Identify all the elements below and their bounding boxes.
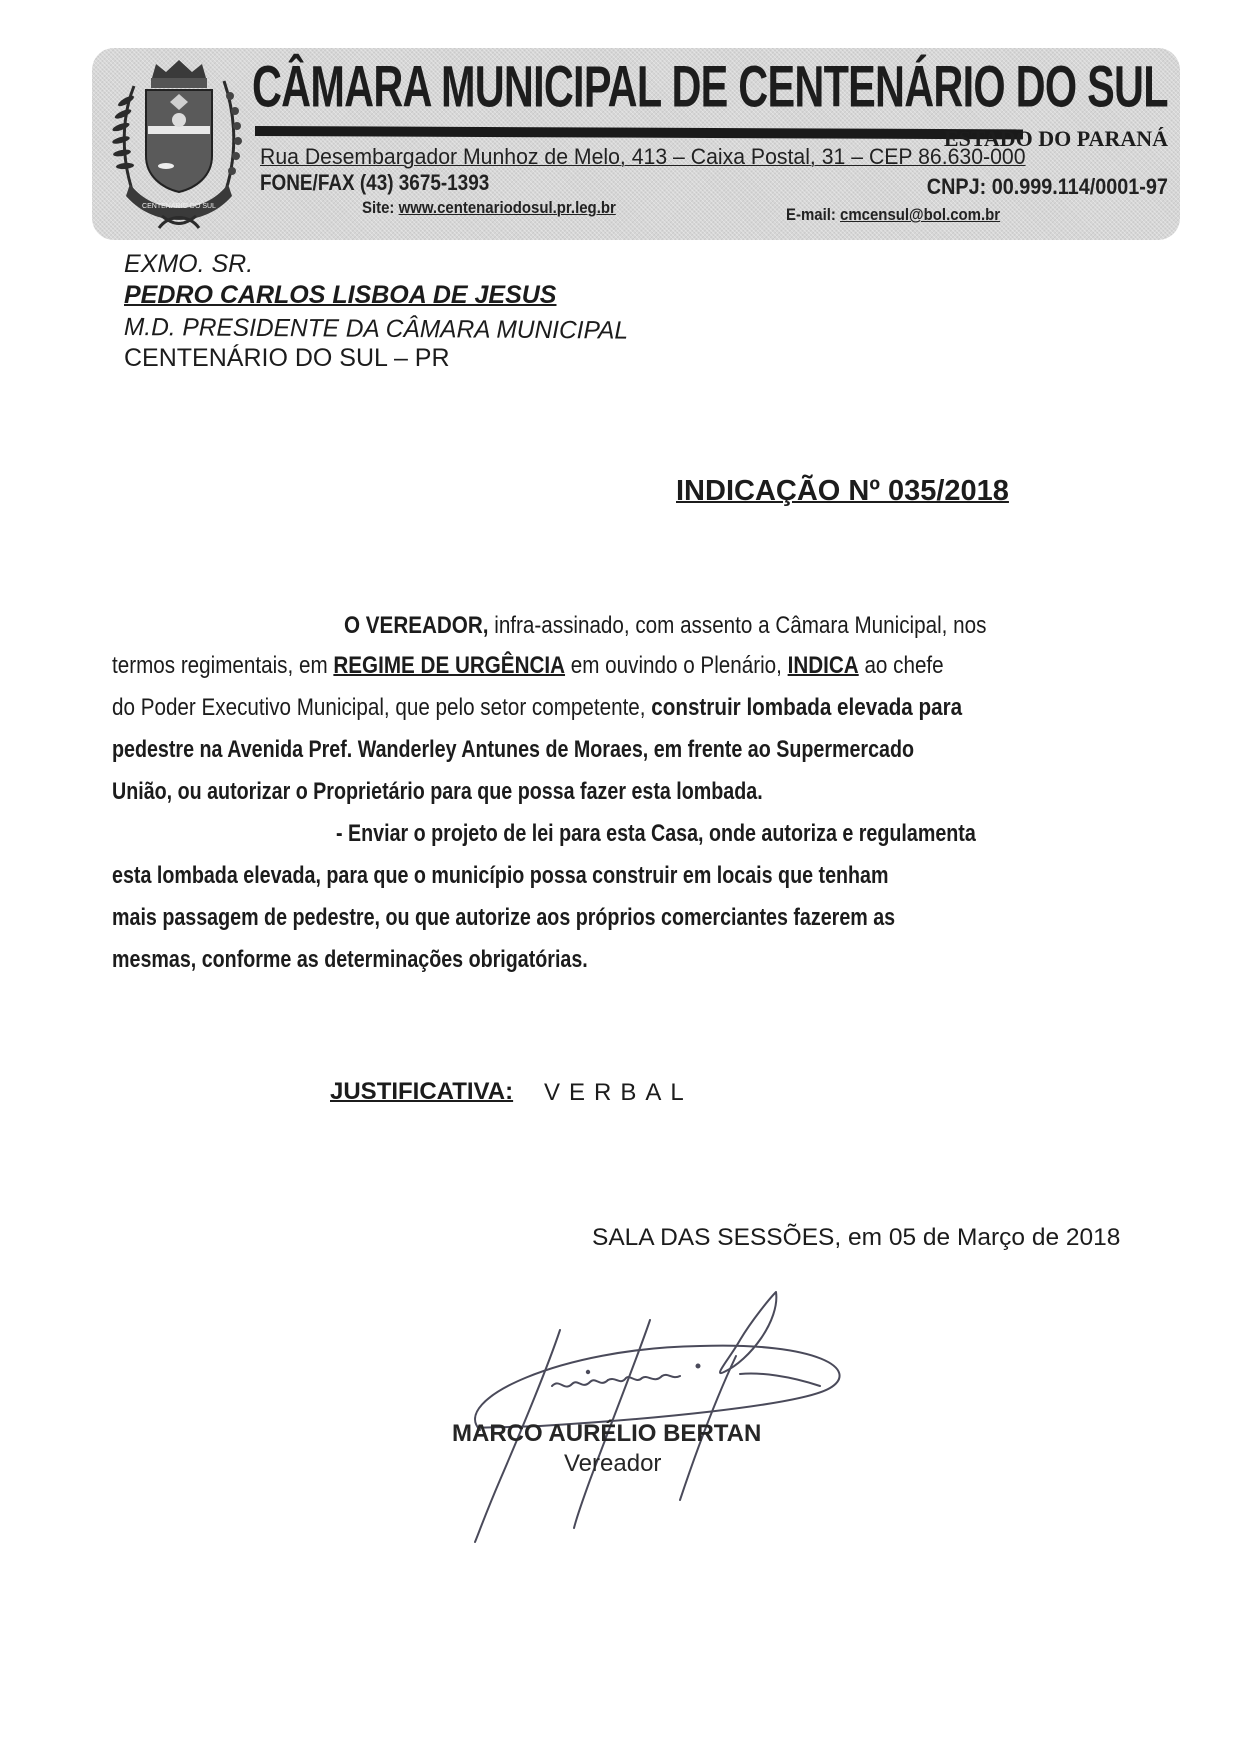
body-text: ao chefe [858, 652, 944, 679]
cnpj: CNPJ: 00.999.114/0001-97 [926, 174, 1168, 199]
body-line [112, 652, 1017, 680]
addressee-role: M.D. PRESIDENTE DA CÂMARA MUNICIPAL [123, 313, 629, 345]
website-link[interactable]: www.centenariodosul.pr.leg.br [398, 198, 616, 217]
subject-label: O VEREADOR, [344, 612, 489, 639]
body-line [112, 862, 975, 890]
header-rule [255, 126, 1023, 139]
body-text-bold: mais passagem de pedestre, ou que autorize aos próprios comerciantes fazerem as [112, 904, 896, 931]
coat-of-arms-icon [104, 56, 254, 231]
crest-ribbon-text: CENTENÁRIO DO SUL [142, 203, 216, 210]
body-text: infra-assinado, com assento a Câmara Municipal, nos [488, 612, 987, 639]
website [362, 198, 616, 218]
body-line [112, 904, 975, 932]
body-line [112, 778, 975, 806]
signer-name: MARCO AURÉLIO BERTAN [452, 1420, 762, 1447]
body-text-bold: - Enviar o projeto de lei para esta Casa, onde autoriza e regulamenta [336, 820, 976, 847]
institution-title: CÂMARA MUNICIPAL DE CENTENÁRIO DO SUL [252, 53, 1168, 120]
salutation: EXMO. SR. [124, 250, 254, 278]
body-line [112, 694, 1017, 722]
state-label: ESTADO DO PARANÁ [943, 126, 1168, 151]
body-text-bold: mesmas, conforme as determinações obrigatórias. [112, 946, 588, 973]
body-text-bold: esta lombada elevada, para que o município possa construir em locais que tenham [112, 862, 889, 889]
body-line [344, 612, 1240, 640]
addressee-name: PEDRO CARLOS LISBOA DE JESUS [124, 281, 557, 309]
body-text: do Poder Executivo Municipal, que pelo setor competente, [112, 694, 652, 721]
justification-label: JUSTIFICATIVA: [330, 1078, 514, 1105]
body-line [112, 736, 975, 764]
letterhead [92, 48, 1180, 240]
body-text-bold: construir lombada elevada para [651, 694, 963, 721]
body-text: em ouvindo o Plenário, [565, 652, 788, 679]
body-line [112, 946, 975, 974]
phone-fax: FONE/FAX (43) 3675-1393 [260, 170, 490, 195]
body-text: termos regimentais, em [112, 652, 334, 679]
postal-address: Rua Desembargador Munhoz de Melo, 413 – Caixa Postal, 31 – CEP 86.630-000 [260, 144, 1026, 169]
signer-role: Vereador [564, 1450, 662, 1477]
session-place-date: SALA DAS SESSÕES, em 05 de Março de 2018 [592, 1224, 1121, 1251]
body-line [336, 820, 1199, 848]
addressee-city: CENTENÁRIO DO SUL – PR [124, 344, 450, 372]
justification-value: VERBAL [544, 1079, 693, 1106]
email-link[interactable]: cmcensul@bol.com.br [840, 205, 1001, 224]
email-label: E-mail: [786, 205, 841, 224]
body-text-bold: União, ou autorizar o Proprietário para que possa fazer esta lombada. [112, 778, 763, 805]
indica-keyword: INDICA [787, 652, 859, 679]
website-label: Site: [362, 198, 399, 217]
email [786, 205, 1000, 225]
handwritten-signature-icon [440, 1280, 860, 1550]
urgency-regime: REGIME DE URGÊNCIA [333, 652, 566, 679]
document-title: INDICAÇÃO Nº 035/2018 [676, 475, 1009, 507]
body-text-bold: pedestre na Avenida Pref. Wanderley Antunes de Moraes, em frente ao Supermercado [112, 736, 915, 763]
